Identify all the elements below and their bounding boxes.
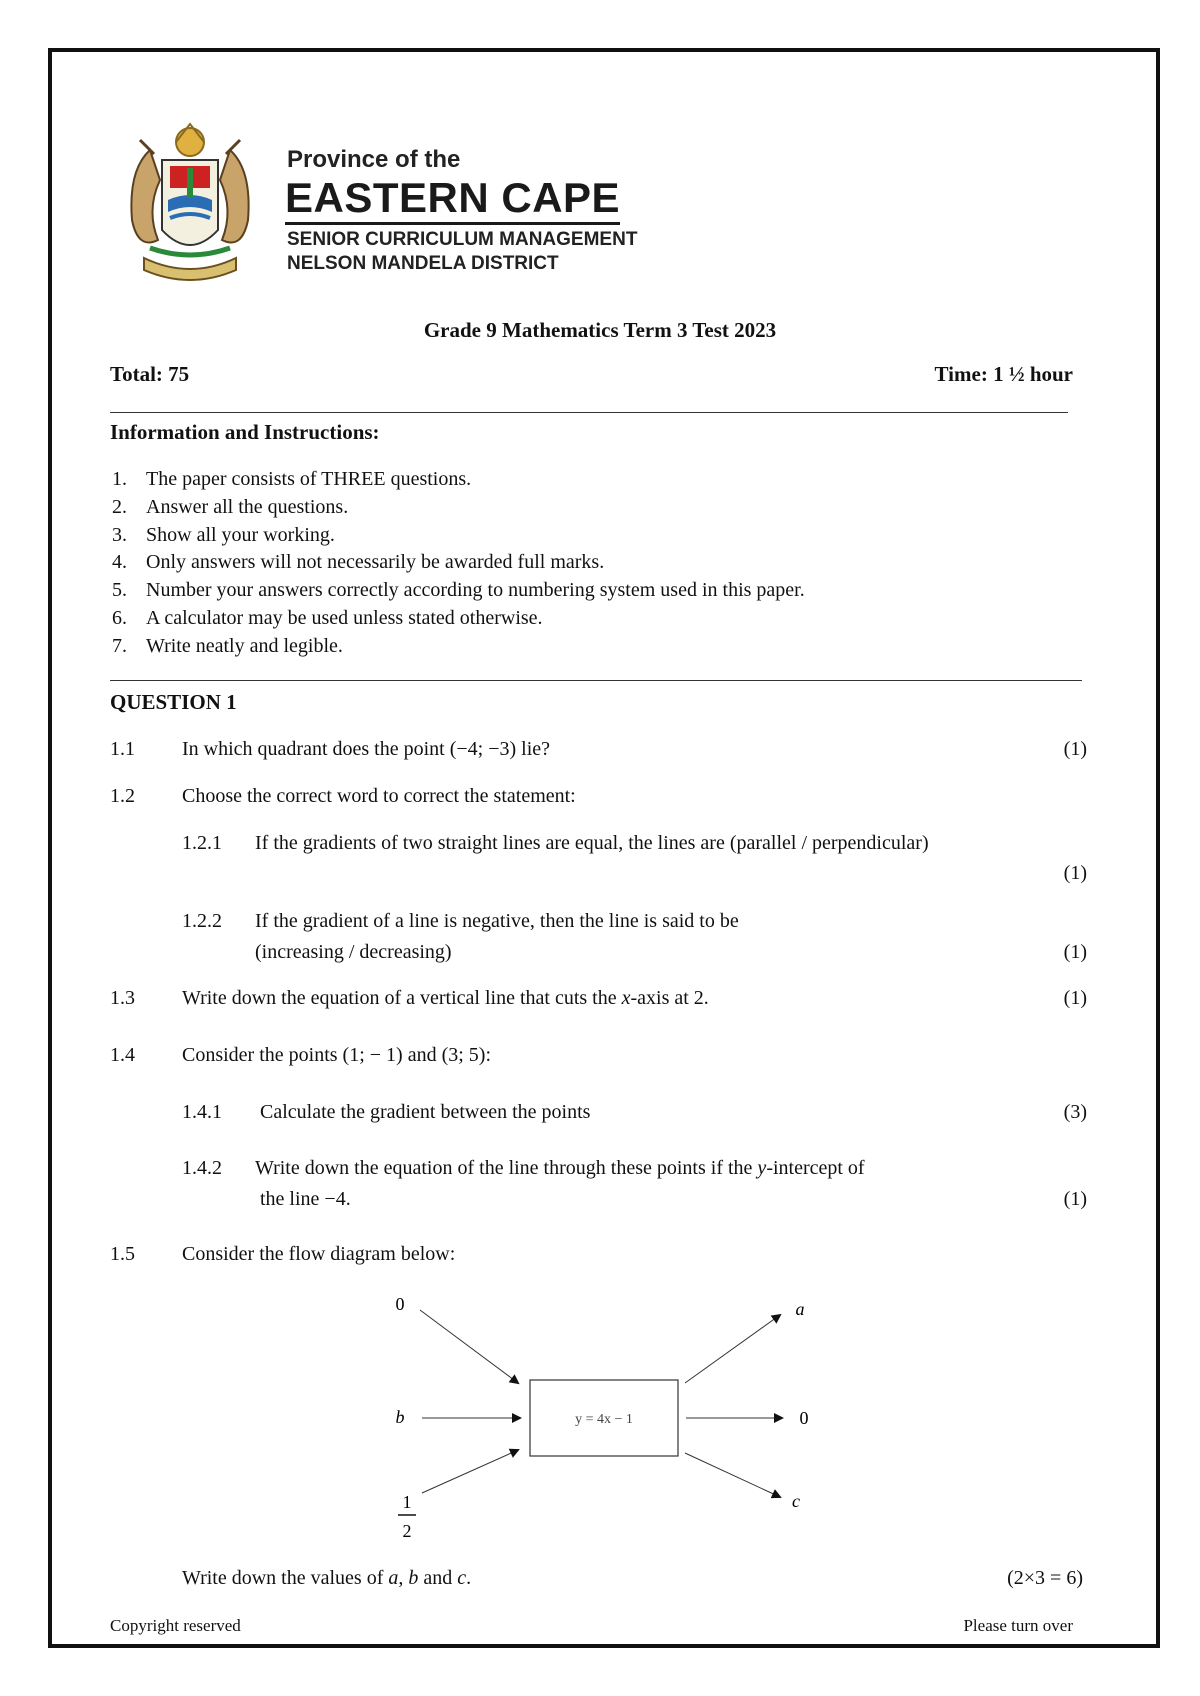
question-text: (increasing / decreasing): [255, 941, 452, 963]
output-arrow-top: [685, 1315, 780, 1383]
question-marks: (1): [1063, 1188, 1087, 1210]
question-marks: (1): [1063, 941, 1087, 963]
output-middle-label: 0: [799, 1408, 809, 1428]
question-number: 1.2.1: [182, 832, 222, 854]
coat-of-arms-icon: [110, 120, 270, 290]
question-marks: (1): [1063, 862, 1087, 884]
question-text: Consider the points (1; − 1) and (3; 5):: [182, 1044, 492, 1066]
paper-time: Time: 1 ½ hour: [934, 362, 1073, 386]
question-heading: QUESTION 1: [110, 690, 237, 714]
header-province-name: EASTERN CAPE: [285, 176, 620, 225]
question-marks: (3): [1063, 1101, 1087, 1123]
instructions-heading: Information and Instructions:: [110, 420, 380, 444]
question-marks: (1): [1063, 987, 1087, 1009]
question-text: the line −4.: [260, 1188, 351, 1210]
question-marks: (1): [1063, 738, 1087, 760]
flow-diagram: [380, 1285, 820, 1575]
question-text: If the gradient of a line is negative, then the line is said to be: [255, 910, 739, 932]
instruction-item: 4. Only answers will not necessarily be awarded full marks.: [112, 551, 605, 574]
output-arrow-bottom: [685, 1453, 780, 1497]
paper-total: Total: 75: [110, 362, 190, 386]
question-number: 1.2.2: [182, 910, 222, 932]
question-number: 1.1: [110, 738, 135, 760]
question-number: 1.4.2: [182, 1157, 222, 1179]
question-number: 1.4: [110, 1044, 135, 1066]
input-middle-label: b: [395, 1407, 405, 1427]
instruction-item: 3. Show all your working.: [112, 523, 335, 546]
question-text: Consider the flow diagram below:: [182, 1243, 456, 1265]
question-text: If the gradients of two straight lines are equal, the lines are (parallel / perpendicular): [255, 832, 929, 854]
divider: [110, 680, 1082, 681]
output-top-label: a: [795, 1299, 805, 1319]
question-text: Write down the equation of a vertical line that cuts the x-axis at 2.: [182, 987, 709, 1009]
function-rule: y = 4x − 1: [575, 1412, 633, 1427]
divider: [110, 412, 1068, 413]
output-bottom-label: c: [792, 1491, 800, 1511]
input-arrow-bottom: [422, 1450, 518, 1493]
input-arrow-top: [420, 1310, 518, 1383]
question-text: Calculate the gradient between the points: [260, 1101, 591, 1123]
instruction-item: 5. Number your answers correctly according to numbering system used in this paper.: [112, 579, 805, 602]
question-number: 1.2: [110, 785, 135, 807]
question-text: Write down the equation of the line through these points if the y-intercept of: [255, 1157, 865, 1179]
input-fraction-numerator: 1: [402, 1492, 412, 1512]
question-number: 1.3: [110, 987, 135, 1009]
instruction-item: 7. Write neatly and legible.: [112, 634, 343, 657]
input-fraction-denominator: 2: [402, 1521, 412, 1541]
input-top-label: 0: [395, 1294, 405, 1314]
question-text: In which quadrant does the point (−4; −3) lie?: [182, 738, 551, 760]
paper-title: Grade 9 Mathematics Term 3 Test 2023: [423, 318, 777, 342]
header-province-label: Province of the: [287, 146, 461, 173]
question-marks: (2×3 = 6): [1007, 1567, 1083, 1589]
instruction-item: 6. A calculator may be used unless stated otherwise.: [112, 606, 543, 629]
footer-turn-over: Please turn over: [963, 1616, 1073, 1635]
question-text: Choose the correct word to correct the statement:: [182, 785, 576, 807]
question-text: Write down the values of a, b and c.: [182, 1567, 472, 1589]
header-department: SENIOR CURRICULUM MANAGEMENT: [287, 229, 638, 250]
instruction-item: 2. Answer all the questions.: [112, 495, 349, 518]
question-number: 1.4.1: [182, 1101, 222, 1123]
instruction-item: 1. The paper consists of THREE questions.: [112, 468, 472, 490]
header-district: NELSON MANDELA DISTRICT: [287, 253, 559, 274]
instructions-list: [112, 466, 805, 661]
question-number: 1.5: [110, 1243, 135, 1265]
footer-copyright: Copyright reserved: [110, 1616, 241, 1635]
